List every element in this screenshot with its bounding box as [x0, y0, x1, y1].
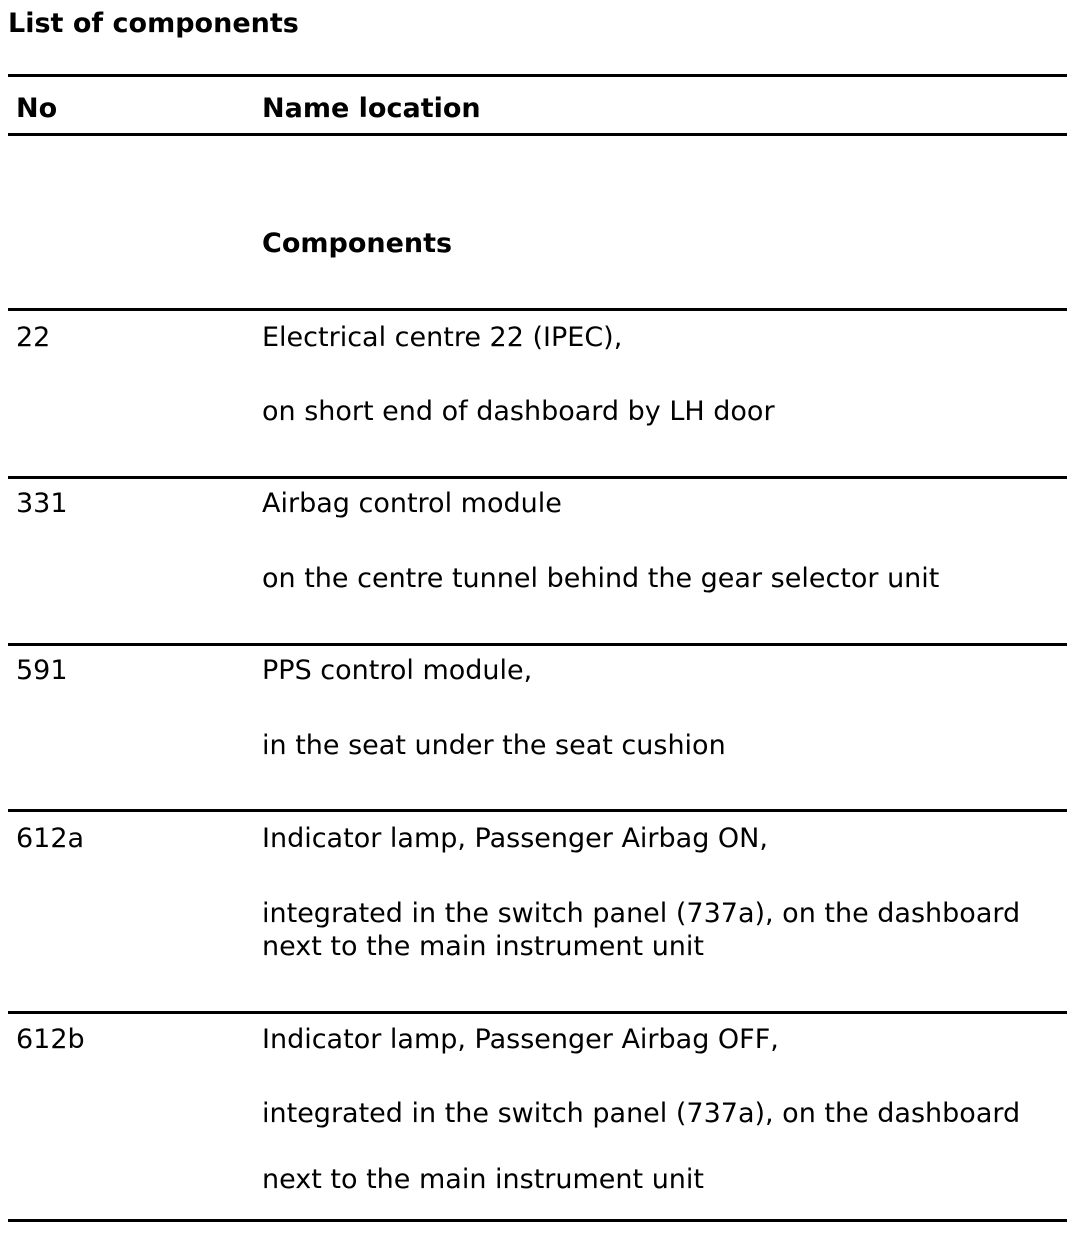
row-divider [8, 809, 1067, 812]
row-location: next to the main instrument unit [262, 1164, 705, 1195]
section-heading: Components [262, 228, 453, 259]
row-name: Airbag control module [262, 488, 562, 519]
row-name: Indicator lamp, Passenger Airbag OFF, [262, 1024, 779, 1055]
row-name: PPS control module, [262, 655, 533, 686]
row-number: 591 [16, 655, 68, 686]
page-title: List of components [8, 8, 299, 39]
row-location: on the centre tunnel behind the gear selector unit [262, 563, 940, 594]
row-number: 22 [16, 322, 51, 353]
row-divider [8, 476, 1067, 479]
column-header-name-location: Name location [262, 93, 481, 124]
column-header-no: No [16, 93, 58, 124]
row-number: 612a [16, 823, 85, 854]
row-name: Electrical centre 22 (IPEC), [262, 322, 623, 353]
section-rule [8, 308, 1067, 311]
row-location: in the seat under the seat cushion [262, 730, 726, 761]
row-number: 612b [16, 1024, 85, 1055]
row-location: integrated in the switch panel (737a), on the dashboard [262, 1098, 1021, 1129]
row-location: next to the main instrument unit [262, 931, 705, 962]
row-location: on short end of dashboard by LH door [262, 396, 775, 427]
row-divider [8, 643, 1067, 646]
row-location: integrated in the switch panel (737a), on the dashboard [262, 898, 1021, 929]
row-divider [8, 1011, 1067, 1014]
row-name: Indicator lamp, Passenger Airbag ON, [262, 823, 768, 854]
table-bottom-rule [8, 1219, 1067, 1222]
header-bottom-rule [8, 133, 1067, 136]
table-top-rule [8, 74, 1067, 77]
row-number: 331 [16, 488, 68, 519]
